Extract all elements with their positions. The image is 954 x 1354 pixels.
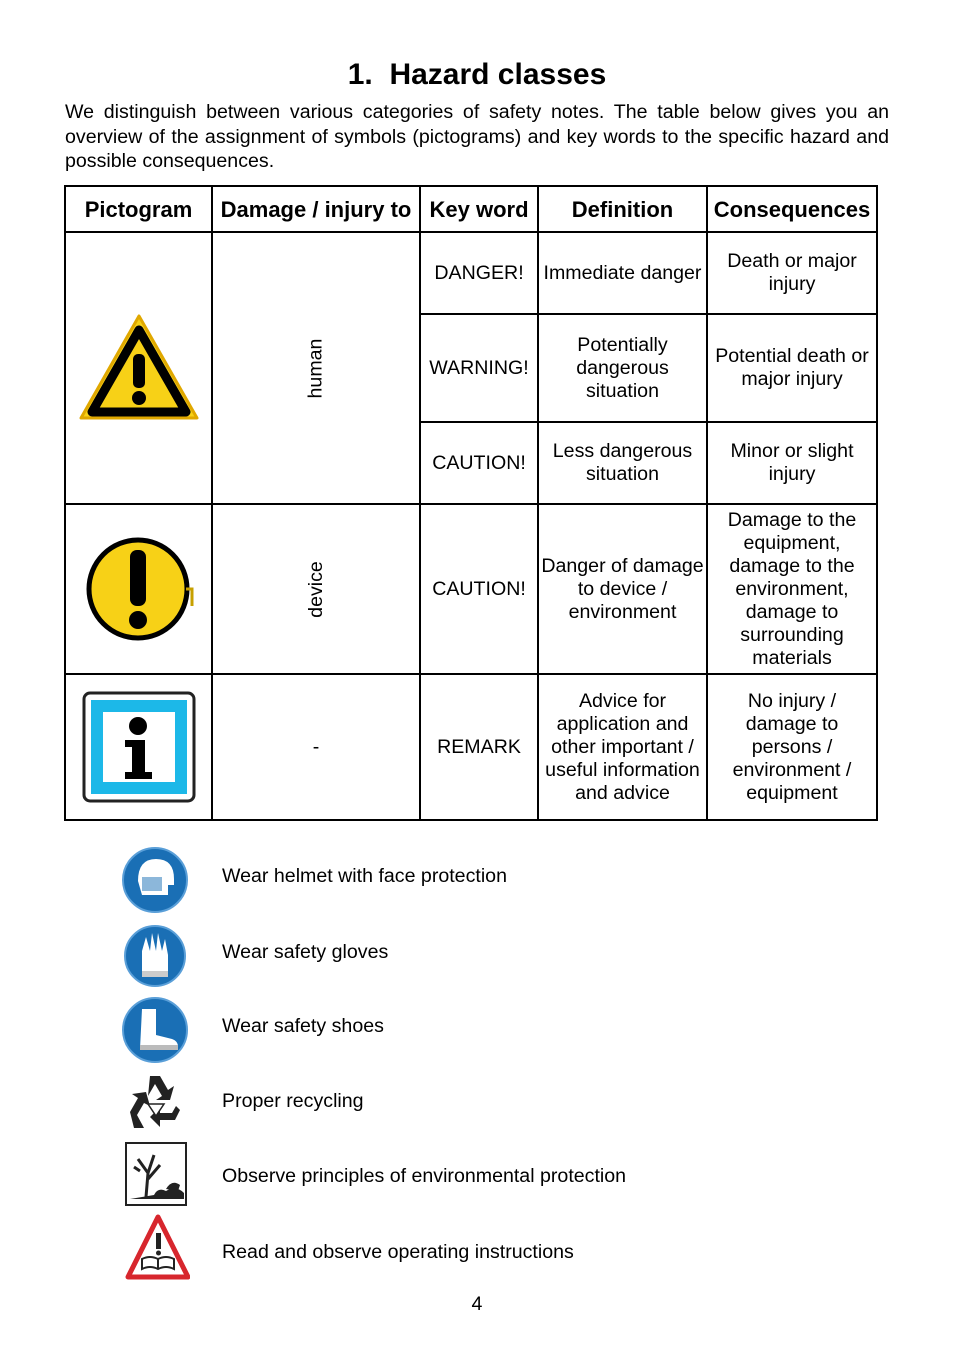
icon-label: Wear safety gloves (222, 941, 389, 963)
keyword-cell: CAUTION! (420, 422, 538, 504)
list-item (120, 921, 820, 991)
definition-cell: Danger of damage to device / environment (538, 504, 707, 674)
page-title: 1. Hazard classes (347, 58, 607, 91)
definition-cell: Less dangerous situation (538, 422, 707, 504)
page-number: 4 (471, 1293, 483, 1315)
definition-cell: Potentially dangerous situation (538, 314, 707, 422)
keyword-cell: REMARK (420, 674, 538, 820)
helmet-face-protection-icon (120, 845, 190, 915)
icon-label: Wear helmet with face protection (222, 865, 507, 887)
pictogram-cell (65, 674, 212, 820)
header-definition: Definition (538, 186, 707, 232)
damage-cell: device (212, 504, 420, 674)
icon-label: Observe principles of environmental protection (222, 1165, 627, 1187)
table-row (65, 504, 877, 674)
intro-paragraph: We distinguish between various categories of safety notes. The table below gives you an overview of the assignment of symbols (pictograms) and key words to the specific hazard and possible consequences. (65, 101, 889, 172)
read-instructions-icon (120, 1213, 190, 1283)
list-item (120, 1070, 820, 1140)
consequences-cell: Potential death or major injury (707, 314, 877, 422)
icon-label: Proper recycling (222, 1090, 364, 1112)
damage-cell: human (212, 232, 420, 504)
keyword-cell: WARNING! (420, 314, 538, 422)
icon-label: Wear safety shoes (222, 1015, 384, 1037)
safety-gloves-icon (120, 921, 190, 991)
header-pictogram: Pictogram (65, 186, 212, 232)
keyword-cell: CAUTION! (420, 504, 538, 674)
keyword-cell: DANGER! (420, 232, 538, 314)
icon-label: Read and observe operating instructions (222, 1241, 574, 1263)
list-item (120, 1213, 820, 1283)
definition-cell: Immediate danger (538, 232, 707, 314)
pictogram-cell (65, 232, 212, 504)
consequences-cell: Damage to the equipment, damage to the environment, damage to surrounding materials (707, 504, 877, 674)
safety-shoes-icon (120, 995, 190, 1065)
list-item (120, 1139, 820, 1209)
exclamation-circle-icon (84, 536, 194, 642)
hazard-table (64, 185, 878, 821)
pictogram-cell (65, 504, 212, 674)
table-row (65, 674, 877, 820)
info-icon (81, 690, 197, 804)
list-item (120, 995, 820, 1065)
header-damage: Damage / injury to (212, 186, 420, 232)
table-header-row (65, 186, 877, 232)
definition-cell: Advice for application and other important / useful information and advice (538, 674, 707, 820)
recycling-icon (120, 1070, 190, 1140)
list-item (120, 845, 820, 915)
table-row (65, 232, 877, 314)
consequences-cell: Minor or slight injury (707, 422, 877, 504)
consequences-cell: No injury / damage to persons / environment / equipment (707, 674, 877, 820)
header-consequences: Consequences (707, 186, 877, 232)
environment-protection-icon (120, 1139, 190, 1209)
consequences-cell: Death or major injury (707, 232, 877, 314)
warning-triangle-icon (77, 312, 201, 424)
damage-cell: - (212, 674, 420, 820)
header-keyword: Key word (420, 186, 538, 232)
